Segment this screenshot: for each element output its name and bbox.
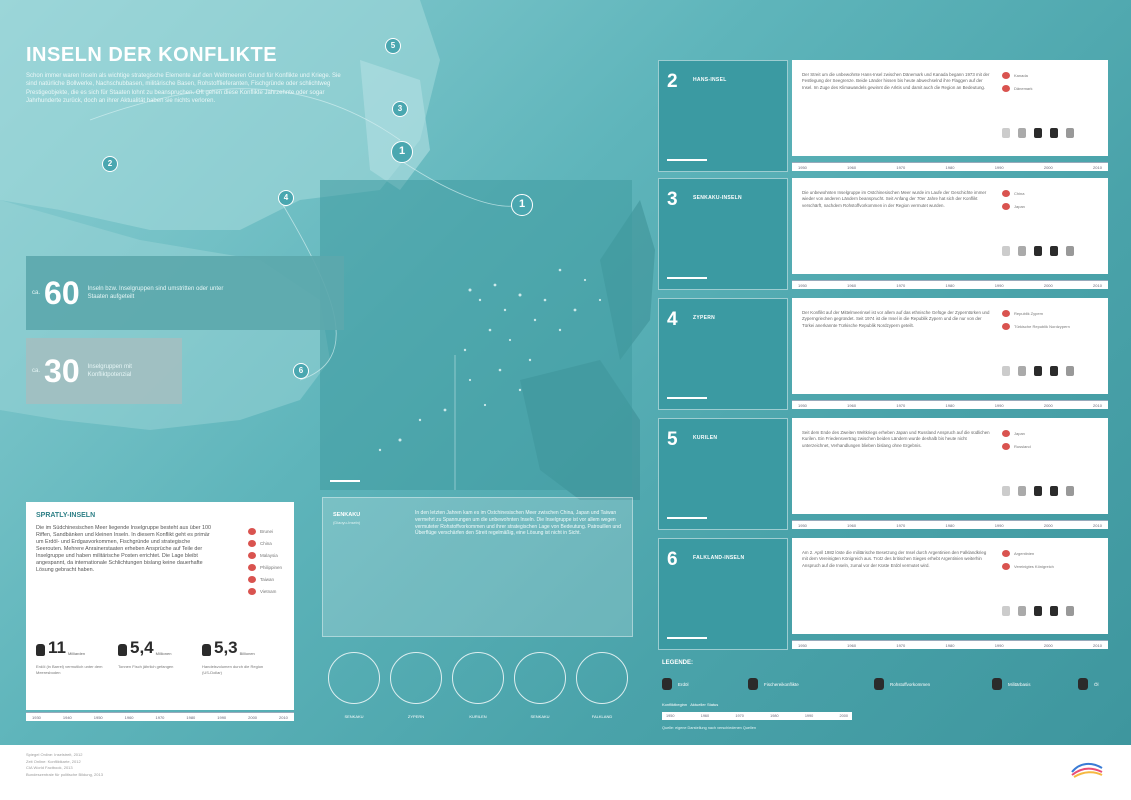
oil-icon — [1002, 366, 1010, 376]
claim-item: Dänemark — [1002, 85, 1032, 92]
claim-item: Vietnam — [248, 588, 282, 595]
conflict-info-panel — [792, 298, 1108, 394]
island-circle-label: SENKAKU — [530, 714, 550, 719]
claim-item: Japan — [1002, 430, 1031, 437]
poster-title: INSELN DER KONFLIKTE — [26, 44, 278, 66]
military-icon — [1050, 486, 1058, 496]
resource-icon — [1034, 366, 1042, 376]
conflict-title: HANS-INSEL — [693, 77, 727, 83]
claim-item: Türkische Republik Nordzypern — [1002, 323, 1070, 330]
island-circle[interactable] — [452, 652, 504, 704]
oil-barrel-icon — [1066, 606, 1074, 616]
resource-icons — [1002, 128, 1074, 138]
legend-item: Fischereikonflikte — [748, 678, 799, 690]
footer-sources: Spiegel Online: Inselstreit, 2012 Zeit Online: Konfliktkarte, 2012 CIA World Factbook, 2013 Bundeszentrale für politische Bildung, 2013 — [26, 752, 103, 777]
map-marker[interactable]: 3 — [392, 101, 408, 117]
flag-icon — [1002, 443, 1010, 450]
conflict-map-thumb[interactable] — [658, 418, 788, 530]
conflict-claims — [1002, 72, 1032, 98]
conflict-title: KURILEN — [693, 435, 718, 441]
island-circle[interactable] — [328, 652, 380, 704]
legend-note: Quelle: eigene Darstellung nach verschiedenen Quellen — [662, 726, 756, 730]
oil-icon — [1002, 246, 1010, 256]
flag-icon — [1002, 85, 1010, 92]
flag-icon — [248, 528, 256, 535]
spratly-panel — [26, 502, 294, 710]
island-circle-label: ZYPERN — [407, 714, 425, 719]
conflict-map-thumb[interactable] — [658, 298, 788, 410]
claim-item: Japan — [1002, 203, 1025, 210]
resource-icon — [1034, 486, 1042, 496]
flag-icon — [248, 540, 256, 547]
fishing-icon — [748, 678, 758, 690]
stat-text: Inseln bzw. Inselgruppen sind umstritten oder unter Staaten aufgeteilt — [87, 286, 224, 300]
spratly-title: SPRATLY-INSELN — [36, 512, 96, 519]
stat-value: 60 — [44, 274, 80, 311]
conflict-number: 4 — [667, 309, 678, 330]
stat-value: 30 — [44, 352, 80, 389]
island-circles — [322, 650, 633, 730]
scale-bar — [667, 277, 707, 279]
conflict-claims — [1002, 430, 1031, 456]
legend-sub: Konfliktbeginn Aktueller Status — [662, 702, 719, 707]
oil-icon — [1002, 606, 1010, 616]
military-icon — [1050, 366, 1058, 376]
flag-icon — [1002, 563, 1010, 570]
fishing-icon — [1018, 486, 1026, 496]
scale-bar — [667, 637, 707, 639]
claim-item: Brunei — [248, 528, 282, 535]
claim-item: Republik Zypern — [1002, 310, 1070, 317]
conflict-number: 2 — [667, 71, 678, 92]
fishing-icon — [1018, 366, 1026, 376]
resource-icons — [1002, 486, 1074, 496]
military-icon — [992, 678, 1002, 690]
military-icon — [1050, 246, 1058, 256]
legend-item: Öl — [1078, 678, 1099, 690]
conflict-text: Am 2. April 1982 löste die militärische Besetzung der Insel durch Argentinien den Falklandkrieg mit dem Vereinigten Königreich aus. Trotz des britischen Sieges erhebt Argentinien weiterhin Anspruch auf die Inseln, zumal vor der Küste Erdöl vermutet wird. — [802, 550, 987, 568]
conflict-info-panel — [792, 418, 1108, 514]
flag-icon — [1002, 550, 1010, 557]
claim-item: China — [248, 540, 282, 547]
oil-barrel-icon — [1066, 246, 1074, 256]
flag-icon — [1002, 72, 1010, 79]
oil-drop-icon — [36, 644, 45, 656]
senkaku-text: In den letzten Jahren kam es im Ostchinesischen Meer zwischen China, Japan und Taiwan vermehrt zu Spannungen um die unbewohnten Inseln. Die Inselgruppe ist vor allem wegen vermuteter Rohstoffvorkommen und ihrer strategischen Lage von Bedeutung. Patrouillen und Überflüge verschärfen den Streit regelmäßig, eine Lösung ist nicht in Sicht. — [415, 510, 621, 537]
island-circle[interactable] — [514, 652, 566, 704]
claim-item: Russland — [1002, 443, 1031, 450]
fish-icon — [118, 644, 127, 656]
island-circle-label: SENKAKU — [344, 714, 364, 719]
claim-item: Kanada — [1002, 72, 1032, 79]
legend-item: Rohstoffvorkommen — [874, 678, 930, 690]
conflict-number: 3 — [667, 189, 678, 210]
flag-icon — [1002, 203, 1010, 210]
spratly-claims — [248, 528, 282, 600]
legend-title: LEGENDE: — [662, 660, 694, 666]
senkaku-panel — [322, 497, 633, 637]
conflict-text: Seit dem Ende des Zweiten Weltkriegs erheben Japan und Russland Anspruch auf die südlichen Kurilen. Ein Friedensvertrag zwischen beiden Ländern wurde deshalb bis heute nicht unterzeichnet, Verhandlungen blieben bislang ohne Ergebnis. — [802, 430, 990, 448]
stat-box-islands — [26, 256, 344, 330]
conflict-title: ZYPERN — [693, 315, 716, 321]
fishing-icon — [1018, 128, 1026, 138]
resource-icons — [1002, 366, 1074, 376]
island-circle[interactable] — [576, 652, 628, 704]
oil-icon — [662, 678, 672, 690]
conflict-title: FALKLAND-INSELN — [693, 555, 745, 561]
conflict-info-panel — [792, 178, 1108, 274]
map-marker[interactable]: 2 — [102, 156, 118, 172]
conflict-text: Die unbewohnten Inselgruppe im Ostchinesischen Meer wurde im Laufe der Geschichte immer wieder von anderen Ländern beansprucht. Seit Anfang der 70er Jahre hat sich der Konflikt verschärft, nachdem Rohstoffvorkommen in der Region vermutet wurden. — [802, 190, 987, 208]
publisher-logo — [1070, 758, 1104, 778]
claim-item: Vereinigtes Königreich — [1002, 563, 1054, 570]
claim-item: Philippinen — [248, 564, 282, 571]
fishing-icon — [1018, 246, 1026, 256]
legend-item: Erdöl — [662, 678, 689, 690]
claim-item: Argentinien — [1002, 550, 1054, 557]
conflict-map-thumb[interactable] — [658, 538, 788, 650]
conflict-claims — [1002, 310, 1070, 336]
map-marker[interactable]: 1 — [511, 194, 533, 216]
resource-icon — [1034, 606, 1042, 616]
oil-icon — [1002, 128, 1010, 138]
conflict-claims — [1002, 550, 1054, 576]
resource-icon — [1034, 128, 1042, 138]
scale-bar — [667, 517, 707, 519]
senkaku-title: SENKAKU — [333, 512, 361, 518]
ship-icon — [202, 644, 211, 656]
oil-barrel-icon — [1066, 486, 1074, 496]
island-circle[interactable] — [390, 652, 442, 704]
oil-barrel-icon — [1066, 366, 1074, 376]
conflict-text: Der Konflikt auf der Mittelmeerinsel ist vor allem auf das ethnische Gefüge der Zyperntürken und Zyperngriechen gegründet. Seit 1974 ist die Insel in die Republik Zypern und die nur von der Türkei anerkannte Türkische Republik Nordzypern geteilt. — [802, 310, 990, 328]
conflict-info-panel — [792, 538, 1108, 634]
resource-trade: 5,3 Billionen Handelsvolumen durch die Region (US-Dollar) — [202, 638, 264, 675]
flag-icon — [248, 552, 256, 559]
conflict-info-panel — [792, 60, 1108, 156]
conflict-claims — [1002, 190, 1025, 216]
flag-icon — [1002, 190, 1010, 197]
island-circle-label: KURILEN — [469, 714, 487, 719]
claim-item: China — [1002, 190, 1025, 197]
resource-icons — [1002, 606, 1074, 616]
map-marker[interactable]: 5 — [385, 38, 401, 54]
conflict-map-thumb[interactable] — [658, 178, 788, 290]
flag-icon — [248, 588, 256, 595]
flag-icon — [248, 576, 256, 583]
conflict-timeline: 1950 1960 1970 1980 1990 2000 2010 — [792, 640, 1108, 649]
map-marker[interactable]: 6 — [293, 363, 309, 379]
intro-text: Schon immer waren Inseln als wichtige strategische Elemente auf den Weltmeeren Grund für Konflikte und Kriege. Sie sind natürliche Bollwerke, Nachschubbasen, militärische Basen, Rohstofflieferanten, Fischgründe oder schlichtweg Prestigeobjekte, die es sich für Staaten lohnt zu beanspruchen. Oft gehen diese Konflikte Jahrzehnte oder sogar Jahrhunderte zurück, doch an ihrer Aktualität haben sie nichts verloren. — [26, 73, 341, 105]
military-icon — [1050, 606, 1058, 616]
flag-icon — [1002, 430, 1010, 437]
flag-icon — [248, 564, 256, 571]
stat-text: Inselgruppen mit Konfliktpotenzial — [87, 364, 132, 378]
senkaku-subtitle: (Diaoyu-Inseln) — [333, 520, 361, 525]
spratly-timeline: 1930 1940 1950 1960 1970 1980 1990 2000 2010 — [26, 712, 294, 721]
stat-prefix: ca. — [32, 290, 41, 296]
oil-barrel-icon — [1066, 128, 1074, 138]
legend — [658, 656, 1108, 736]
resource-icons — [1002, 246, 1074, 256]
legend-timeline: 1950 1960 1970 1980 1990 2000 — [662, 712, 852, 720]
scale-bar — [667, 397, 707, 399]
conflict-timeline: 1950 1960 1970 1980 1990 2000 2010 — [792, 162, 1108, 171]
conflict-text: Der Streit um die unbewohnte Hans-Insel zwischen Dänemark und Kanada begann 1973 mit der Festlegung der Seegrenze. Beide Länder hissen bis heute abwechselnd ihre Flaggen auf der Insel. Im Zuge des Klimawandels gewinnt die Arktis und damit auch die Region an Bedeutung. — [802, 72, 990, 90]
stat-prefix: ca. — [32, 368, 41, 374]
fishing-icon — [1018, 606, 1026, 616]
stat-box-groups — [26, 338, 182, 404]
flag-icon — [1002, 310, 1010, 317]
conflict-timeline: 1950 1960 1970 1980 1990 2000 2010 — [792, 520, 1108, 529]
map-marker[interactable]: 4 — [278, 190, 294, 206]
spratly-text: Die im Südchinesischen Meer liegende Inselgruppe besteht aus über 100 Riffen, Sandbänken und kleinen Inseln. In diesem Konflikt geht es primär um Erdöl- und Erdgasvorkommen, Fischgründe und strategische Seerouten. Mehrere Anrainerstaaten erheben Ansprüche auf Teile der Inselgruppe und haben militärische Posten errichtet. Die Lage bleibt angespannt, da internationale Schlichtungen bislang keine dauerhafte Lösung gebracht haben. — [36, 525, 212, 573]
conflict-number: 6 — [667, 549, 678, 570]
conflict-timeline: 1950 1960 1970 1980 1990 2000 2010 — [792, 280, 1108, 289]
island-circle-label: FALKLAND — [591, 714, 613, 719]
conflict-map-thumb[interactable] — [658, 60, 788, 172]
oil-icon — [1002, 486, 1010, 496]
military-icon — [1050, 128, 1058, 138]
conflict-title: SENKAKU-INSELN — [693, 195, 742, 201]
claim-item: Malaysia — [248, 552, 282, 559]
claim-item: Taiwan — [248, 576, 282, 583]
oil-barrel-icon — [1078, 678, 1088, 690]
scale-bar — [667, 159, 707, 161]
resource-oil: 11 Milliarden Erdöl (in Barrel) vermutlich unter dem Meeresboden — [36, 638, 103, 675]
resource-icon — [874, 678, 884, 690]
flag-icon — [1002, 323, 1010, 330]
conflict-number: 5 — [667, 429, 678, 450]
map-marker[interactable]: 1 — [391, 141, 413, 163]
resource-icon — [1034, 246, 1042, 256]
legend-item: Militärbasis — [992, 678, 1031, 690]
conflict-timeline: 1950 1960 1970 1980 1990 2000 2010 — [792, 400, 1108, 409]
resource-fish: 5,4 Millionen Tonnen Fisch jährlich gefangen — [118, 638, 174, 669]
